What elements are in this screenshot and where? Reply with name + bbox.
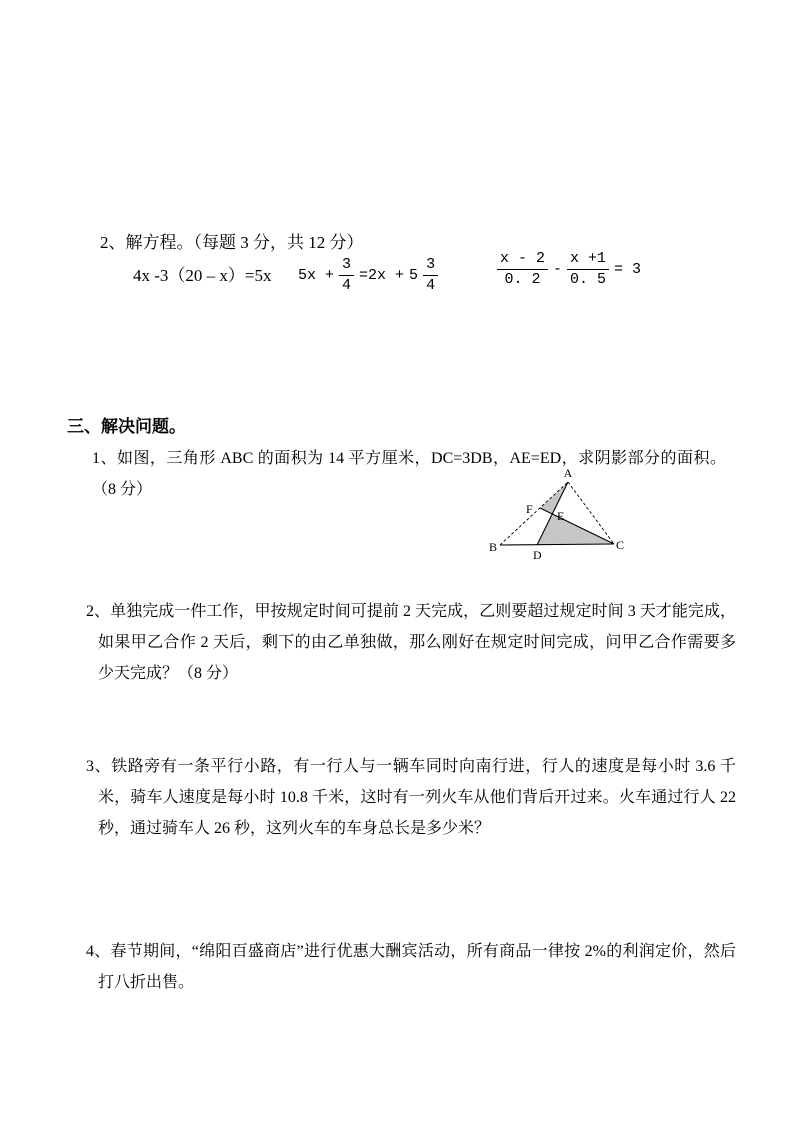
fraction-denominator: 0. 2	[504, 271, 541, 288]
problem-4-text: 4、春节期间，“绵阳百盛商店”进行优惠大酬宾活动，所有商品一律按 2%的利润定价，然后打八折出售。	[86, 943, 736, 991]
section-heading-problem-solving: 三、解决问题。	[67, 417, 186, 436]
triangle-figure	[486, 464, 634, 566]
equation-3	[497, 250, 641, 288]
vertex-label-C: C	[616, 538, 625, 552]
line-BC	[500, 544, 614, 545]
equation-3-result: = 3	[614, 260, 642, 278]
vertex-label-B: B	[489, 540, 498, 554]
section-heading-solve-equations: 2、解方程。（每题 3 分，共 12 分）	[100, 233, 364, 252]
shaded-region-dec	[537, 514, 614, 545]
fraction-denominator: 4	[342, 277, 352, 294]
problem-3-text: 3、铁路旁有一条平行小路，有一行人与一辆车同时向南行进，行人的速度是每小时 3.6 千米，骑车人速度是每小时 10.8 千米，这时有一列火车从他们背后开过来。火车通过行人 22 秒，通过骑车人 26 秒，这列火车的车身总长是多少米？	[86, 758, 736, 837]
equation-2	[298, 256, 438, 294]
problem-1-text: 1、如图，三角形 ABC 的面积为 14 平方厘米，DC=3DB，AE=ED，求阴影部分的面积。（8 分）	[92, 450, 726, 498]
vertex-label-D: D	[533, 548, 542, 562]
equation-3-minus-sign: -	[553, 260, 563, 278]
problem-2-text: 2、单独完成一件工作，甲按规定时间可提前 2 天完成，乙则要超过规定时间 3 天才能完成，如果甲乙合作 2 天后，剩下的由乙单独做，那么刚好在规定时间完成，问甲乙合作需要多少天完成？（8 分）	[86, 603, 736, 682]
fraction-numerator: 3	[339, 256, 354, 276]
equation-2-fraction-1	[339, 256, 354, 294]
fraction-denominator: 0. 5	[570, 271, 607, 288]
fraction-numerator: x +1	[567, 250, 609, 270]
fraction-numerator: 3	[423, 256, 438, 276]
equation-2-fraction-2	[423, 256, 438, 294]
equation-1: 4x -3（20 – x）=5x	[133, 266, 272, 285]
fraction-denominator: 4	[426, 277, 436, 294]
equation-3-fraction-1	[497, 250, 548, 288]
vertex-label-F: F	[526, 502, 533, 516]
equation-3-fraction-2	[567, 250, 609, 288]
equation-2-mid: =2x +	[359, 266, 405, 284]
vertex-label-E: E	[557, 509, 565, 523]
equation-2-whole-number: 5	[409, 266, 419, 284]
vertex-label-A: A	[563, 466, 573, 480]
equation-2-lhs: 5x +	[298, 266, 335, 284]
fraction-numerator: x - 2	[497, 250, 548, 270]
